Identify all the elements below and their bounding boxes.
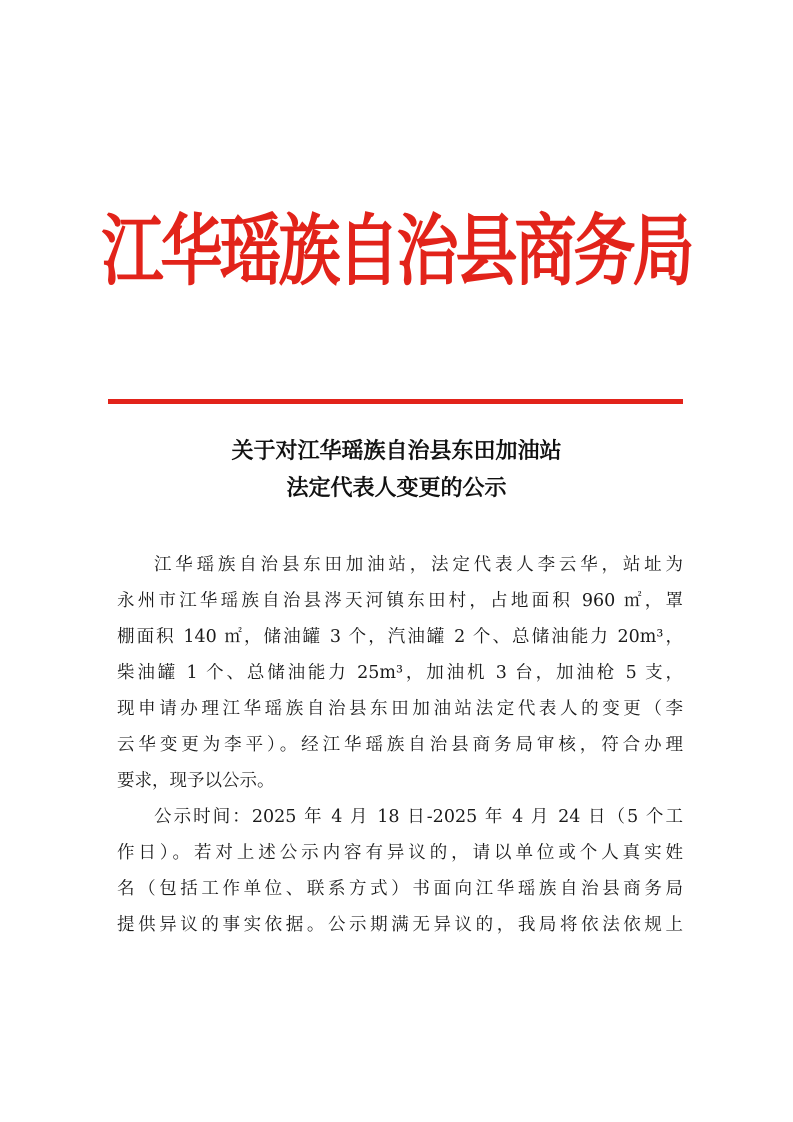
paragraph-line: 柴油罐 1 个、总储油能力 25m³，加油机 3 台，加油枪 5 支， (117, 663, 683, 683)
issuing-authority-header: 江华瑶族自治县商务局 (101, 205, 692, 297)
paragraph-line: 永州市江华瑶族自治县涔天河镇东田村，占地面积 960 ㎡，罩 (117, 591, 683, 611)
paragraph-line: 棚面积 140 ㎡，储油罐 3 个，汽油罐 2 个、总储油能力 20m³， (117, 627, 683, 647)
paragraph-line: 提供异议的事实依据。公示期满无异议的，我局将依法依规上 (117, 915, 683, 935)
paragraph-line: 云华变更为李平）。经江华瑶族自治县商务局审核，符合办理 (117, 735, 683, 755)
paragraph-line: 江华瑶族自治县东田加油站，法定代表人李云华，站址为 (154, 555, 683, 575)
red-separator-line (108, 399, 683, 404)
paragraph-2 (117, 799, 683, 943)
notice-title (0, 433, 793, 507)
paragraph-line: 作日）。若对上述公示内容有异议的，请以单位或个人真实姓 (117, 843, 683, 863)
notice-body (117, 547, 683, 943)
title-line-2: 法定代表人变更的公示 (286, 475, 507, 501)
paragraph-line: 要求，现予以公示。 (117, 771, 275, 791)
paragraph-line: 公示时间：2025 年 4 月 18 日-2025 年 4 月 24 日（5 个工 (154, 807, 683, 827)
paragraph-line: 名（包括工作单位、联系方式）书面向江华瑶族自治县商务局 (117, 879, 683, 899)
title-line-1: 关于对江华瑶族自治县东田加油站 (231, 438, 562, 464)
paragraph-1 (117, 547, 683, 799)
paragraph-line: 现申请办理江华瑶族自治县东田加油站法定代表人的变更（李 (117, 699, 683, 719)
